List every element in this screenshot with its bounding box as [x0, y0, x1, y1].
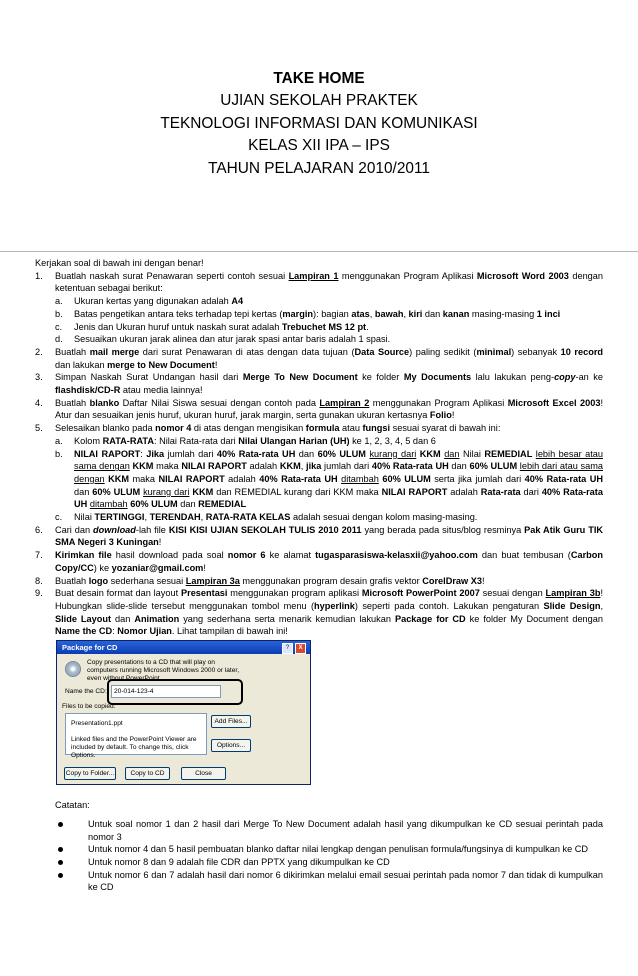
question-9: 9. Buat desain format dan layout Presentasi menggunakan program aplikasi Microsoft PowerPoint 2007 sesuai dengan Lampiran 3b! Hubungkan slide-slide tersebut menggunakan tombol menu (hyperlink) seperti pada contoh. Lakukan pengaturan Slide Design, Slide Layout dan Animation yang sederhana serta menarik kemudian lakukan Package for CD ke folder My Document dengan Name the CD: Nomor Ujian. Lihat tampilan di bawah ini! [35, 588, 603, 637]
notes-title: Catatan: [55, 800, 90, 811]
header-line-4: KELAS XII IPA – IPS [248, 137, 390, 155]
question-5: 5. Selesaikan blanko pada nomor 4 di atas dengan mengisikan formula atau fungsi sesuai syarat di bawah ini: [35, 423, 501, 434]
copy-to-cd-button[interactable]: Copy to CD [125, 767, 170, 780]
dialog-description: Copy presentations to a CD that will play on computers running Microsoft Windows 2000 or later, even without PowerPoint. [87, 659, 240, 683]
question-2: 2. Buatlah mail merge dari surat Penawaran di atas dengan data tujuan (Data Source) paling sedikit (minimal) sebanyak 10 record dan lakukan merge to New Document! [35, 346, 604, 370]
files-label: Files to be copied: [62, 703, 116, 711]
note-item: Untuk nomor 8 dan 9 adalah file CDR dan PPTX yang dikumpulkan ke CD [55, 856, 603, 869]
package-for-cd-dialog [56, 640, 311, 785]
files-note: Linked files and the PowerPoint Viewer are included by default. To change this, click Options. [71, 736, 197, 760]
cd-icon [65, 661, 81, 677]
question-1: 1. Buatlah naskah surat Penawaran seperti contoh sesuai Lampiran 1 menggunakan Program Aplikasi Microsoft Word 2003 dengan ketentuan sebagai berikut: [35, 270, 604, 294]
close-icon[interactable]: X [295, 643, 306, 654]
question-5-sub: a. Kolom RATA-RATA: Nilai Rata-rata dari Nilai Ulangan Harian (UH) ke 1, 2, 3, 4, 5 dan 6 b. NILAI RAPORT: Jika jumlah dari 40% Rata-rata UH dan 60% ULUM kurang dari KKM dan Nilai REMEDIAL lebih besar atau sama dengan KKM maka NILAI RAPORT adalah KKM, jika jumlah dari 40% Rata-rata UH dan 60% ULUM lebih dari atau sama dengan KKM maka NILAI RAPORT adalah 40% Rata-rata UH ditambah 60% ULUM serta jika jumlah dari 40% Rata-rata UH dan 60% ULUM kurang dari KKM dan REMEDIAL kurang dari KKM maka NILAI RAPORT adalah Rata-rata dari 40% Rata-rata UH ditambah 60% ULUM dan REMEDIAL c. Nilai TERTINGGI, TERENDAH, RATA-RATA KELAS adalah sesuai dengan kolom masing-masing. [55, 435, 604, 523]
question-6: 6. Cari dan download-lah file KISI KISI UJIAN SEKOLAH TULIS 2010 2011 yang berada pada situs/blog resminya Pak Atik Guru TIK SMA Negeri 3 Kuningan! [35, 524, 604, 548]
dialog-title: Package for CD [57, 641, 310, 654]
question-8: 8. Buatlah logo sederhana sesuai Lampiran 3a menggunakan program desain grafis vektor CorelDraw X3! [35, 575, 485, 586]
name-cd-label: Name the CD: [65, 688, 107, 696]
bullet-icon [58, 847, 63, 852]
bullet-icon [58, 873, 63, 878]
files-list[interactable] [65, 713, 207, 760]
name-cd-input[interactable]: 20-014-123-4 [111, 685, 221, 698]
copy-to-folder-button[interactable]: Copy to Folder... [64, 767, 116, 780]
bullet-icon [58, 860, 63, 865]
header-line-3: TEKNOLOGI INFORMASI DAN KOMUNIKASI [160, 114, 478, 132]
close-button[interactable]: Close [181, 767, 226, 780]
question-7: 7. Kirimkan file hasil download pada soal nomor 6 ke alamat tugasparasiswa-kelasxii@yahoo.com dan buat tembusan (Carbon Copy/CC) ke yozaniar@gmail.com! [35, 550, 603, 573]
document-header [0, 68, 638, 180]
doc-title: TAKE HOME [273, 70, 365, 87]
header-divider [0, 251, 638, 252]
intro-text: Kerjakan soal di bawah ini dengan benar! [35, 258, 204, 268]
notes-list [35, 818, 603, 894]
add-files-button[interactable]: Add Files... [211, 715, 251, 728]
document-body [35, 257, 603, 894]
note-item: Untuk nomor 4 dan 5 hasil pembuatan blanko daftar nilai lengkap dengan penulisan formula/fungsinya di kumpulkan ke CD [55, 843, 603, 856]
question-4: 4. Buatlah blanko Daftar Nilai Siswa sesuai dengan contoh pada Lampiran 2 menggunakan Program Aplikasi Microsoft Excel 2003! Atur dan sesuaikan jenis huruf, ukuran huruf, jarak margin, serta gunakan ukuran kertasnya Folio! [35, 397, 603, 421]
file-item[interactable]: Presentation1.ppt [71, 720, 123, 728]
note-item: Untuk soal nomor 1 dan 2 hasil dari Merge To New Document adalah hasil yang dikumpulkan ke CD sesuai perintah pada nomor 3 [55, 818, 603, 843]
header-line-5: TAHUN PELAJARAN 2010/2011 [208, 159, 430, 177]
options-button[interactable]: Options... [211, 739, 251, 752]
help-icon[interactable]: ? [282, 643, 293, 654]
question-3: 3. Simpan Naskah Surat Undangan hasil dari Merge To New Document ke folder My Documents lalu lakukan peng-copy-an ke flashdisk/CD-R atau media lainnya! [35, 372, 603, 396]
bullet-icon [58, 822, 63, 827]
header-line-2: UJIAN SEKOLAH PRAKTEK [220, 92, 418, 110]
question-1-sub: a. Ukuran kertas yang digunakan adalah A4 b. Batas pengetikan antara teks terhadap tepi kertas (margin): bagian atas, bawah, kiri dan kanan masing-masing 1 inci c. Jenis dan Ukuran huruf untuk naskah surat adalah Trebuchet MS 12 pt. d. Sesuaikan ukuran jarak alinea dan atur jarak spasi antar baris adalah 1 spasi. [55, 296, 561, 345]
note-item: Untuk nomor 6 dan 7 adalah hasil dari nomor 6 dikirimkan melalui email sesuai perintah pada nomor 7 dan tidak di kumpulkan ke CD [55, 869, 603, 894]
